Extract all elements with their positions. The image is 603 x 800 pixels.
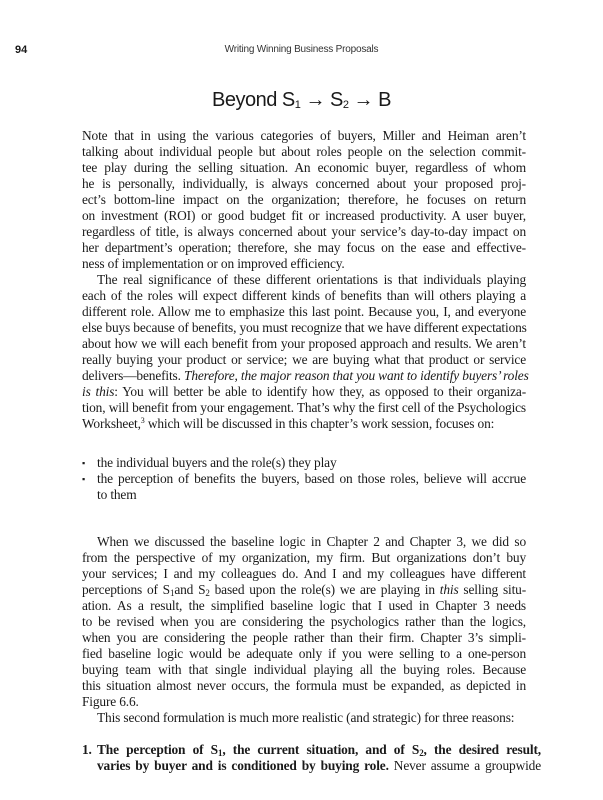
text-run: her department’s operation; therefore, she may focus on the ease and effective- [82, 240, 526, 255]
text-run: selling situ- [458, 582, 527, 597]
bold-text: The perception of S [97, 742, 218, 757]
bold-text: , the current situation, and of S [222, 742, 420, 757]
text-line [82, 352, 526, 368]
footnote-ref[interactable]: 3 [140, 416, 145, 425]
text-line [97, 455, 526, 471]
list-item [82, 471, 526, 503]
text-line [97, 487, 526, 503]
text-line [97, 471, 526, 487]
numbered-item [82, 742, 541, 774]
text-line [82, 710, 526, 726]
text-line [82, 336, 526, 352]
text-run: tee play during the selling situation. An economic buyer, regardless of whom [82, 160, 526, 175]
text-line [82, 678, 526, 694]
text-run: the perception of benefits the buyers, based on those roles, believe will accrue [97, 471, 526, 486]
text-run: the individual buyers and the role(s) they play [97, 455, 337, 470]
text-run: different role. Allow me to emphasize this last point. Because you, I, and everyone [82, 304, 526, 319]
text-run: Worksheet, [82, 416, 141, 431]
bullet-list [82, 455, 526, 503]
text-run: 1 [169, 588, 175, 598]
text-run: buying team with that single individual playing all the buying roles. Because [82, 662, 526, 677]
text-run: and S [174, 582, 206, 597]
text-line [82, 646, 526, 662]
page-number: 94 [15, 44, 28, 56]
text-run: else buys because of benefits, you must recognize that we have different expectations [82, 320, 527, 335]
text-line [82, 598, 526, 614]
text-line [82, 320, 526, 336]
text-run: about how we will each benefit from your proposed approach and results. We aren’t [82, 336, 526, 351]
text-line [82, 416, 526, 432]
text-run: delivers—benefits. [82, 368, 185, 383]
text-line [82, 272, 526, 288]
text-line [82, 160, 526, 176]
bullet-icon: ▪ [82, 474, 86, 484]
title-subscript: 2 [342, 99, 349, 111]
text-line [82, 630, 526, 646]
text-run: your services; I and my colleagues do. And I and my colleagues have different [82, 566, 526, 581]
text-line [82, 614, 526, 630]
paragraph-block [82, 128, 529, 432]
running-head: Writing Winning Business Proposals [224, 44, 379, 55]
text-run: : You will better be able to identify how they, as opposed to their organiza- [114, 384, 526, 399]
text-run: Note that in using the various categories of buyers, Miller and Heiman aren’t [82, 128, 526, 143]
italic-text: is this [82, 384, 115, 399]
text-line [97, 758, 541, 774]
text-line [82, 384, 526, 400]
text-run: fied baseline logic would be adequate only if you were selling to a one-person [82, 646, 526, 661]
text-line [82, 256, 526, 272]
text-run: when you are considering the people rather than their firm. Chapter 3’s simpli- [82, 630, 526, 645]
text-run: Never assume a groupwide [388, 758, 541, 773]
text-run: this situation almost never occurs, the formula must be expanded, as depicted in [82, 678, 526, 693]
title-text: → B [348, 89, 391, 111]
text-line [82, 208, 526, 224]
list-number: 1. [82, 742, 92, 757]
text-run: ness of implementation or on improved efficiency. [82, 256, 345, 271]
text-run: perceptions of S [82, 582, 170, 597]
text-line [82, 288, 526, 304]
paragraph-block [82, 534, 526, 726]
text-run: ect’s bottom-line impact on the organization; therefore, he focuses on return [82, 192, 526, 207]
text-line [82, 240, 526, 256]
text-line [82, 582, 526, 598]
text-line [82, 224, 526, 240]
text-run: 2 [419, 748, 424, 758]
title-subscript: 1 [294, 99, 301, 111]
text-line [82, 144, 526, 160]
text-line [82, 400, 526, 416]
text-run: regardless of title, is always concerned about your service’s day-to-day impact on [82, 224, 526, 239]
text-run: 2 [205, 588, 210, 598]
text-run: each of the roles will expect different kinds of benefits than will others playing a [82, 288, 526, 303]
text-line [82, 550, 526, 566]
text-run: from the perspective of my organization, my firm. But organizations don’t buy [82, 550, 526, 565]
text-run: tion, will benefit from your engagement. That’s why the first cell of the Psychologics [82, 400, 526, 415]
text-run: he is personally, individually, is always concerned about your proposed proj- [82, 176, 526, 191]
text-line [82, 368, 529, 384]
text-run: ation. As a result, the simplified baseline logic that I used in Chapter 3 needs [82, 598, 526, 613]
text-line [82, 176, 526, 192]
text-line [82, 128, 526, 144]
list-item [82, 455, 526, 471]
title-text: → S [300, 89, 343, 111]
text-run: to be revised when you are considering the psychologics rather than the logics, [82, 614, 526, 629]
text-run: on investment (ROI) or good budget fit or increased productivity. A user buyer, [82, 208, 526, 223]
italic-text: Therefore, the major reason that you want to identify buyers’ roles [184, 368, 529, 383]
text-line [82, 304, 526, 320]
text-run: really buying your product or service; we are buying what that product or service [82, 352, 526, 367]
bullet-icon: ▪ [82, 458, 86, 468]
bold-text: , the desired result, [423, 742, 541, 757]
text-run: which will be discussed in this chapter’s work session, focuses on: [144, 416, 495, 431]
section-title [0, 89, 603, 112]
text-run: The real significance of these different orientations is that individuals playing [97, 272, 526, 287]
text-run: based upon the role(s) we are playing in [209, 582, 440, 597]
italic-text: this [439, 582, 459, 597]
text-run: Figure 6.6. [82, 694, 139, 709]
text-run: talking about individual people but about roles people on the selection commit- [82, 144, 526, 159]
text-run: When we discussed the baseline logic in Chapter 2 and Chapter 3, we did so [97, 534, 526, 549]
text-line [82, 566, 526, 582]
text-line [82, 192, 526, 208]
bold-text: varies by buyer and is conditioned by buying role. [97, 758, 389, 773]
text-line [82, 662, 526, 678]
text-run: 1 [217, 748, 223, 758]
text-run: This second formulation is much more realistic (and strategic) for three reasons: [97, 710, 515, 725]
text-line [82, 694, 526, 710]
text-run: to them [97, 487, 137, 502]
text-line [82, 534, 526, 550]
title-text: Beyond S [212, 89, 295, 111]
text-line [97, 742, 541, 758]
